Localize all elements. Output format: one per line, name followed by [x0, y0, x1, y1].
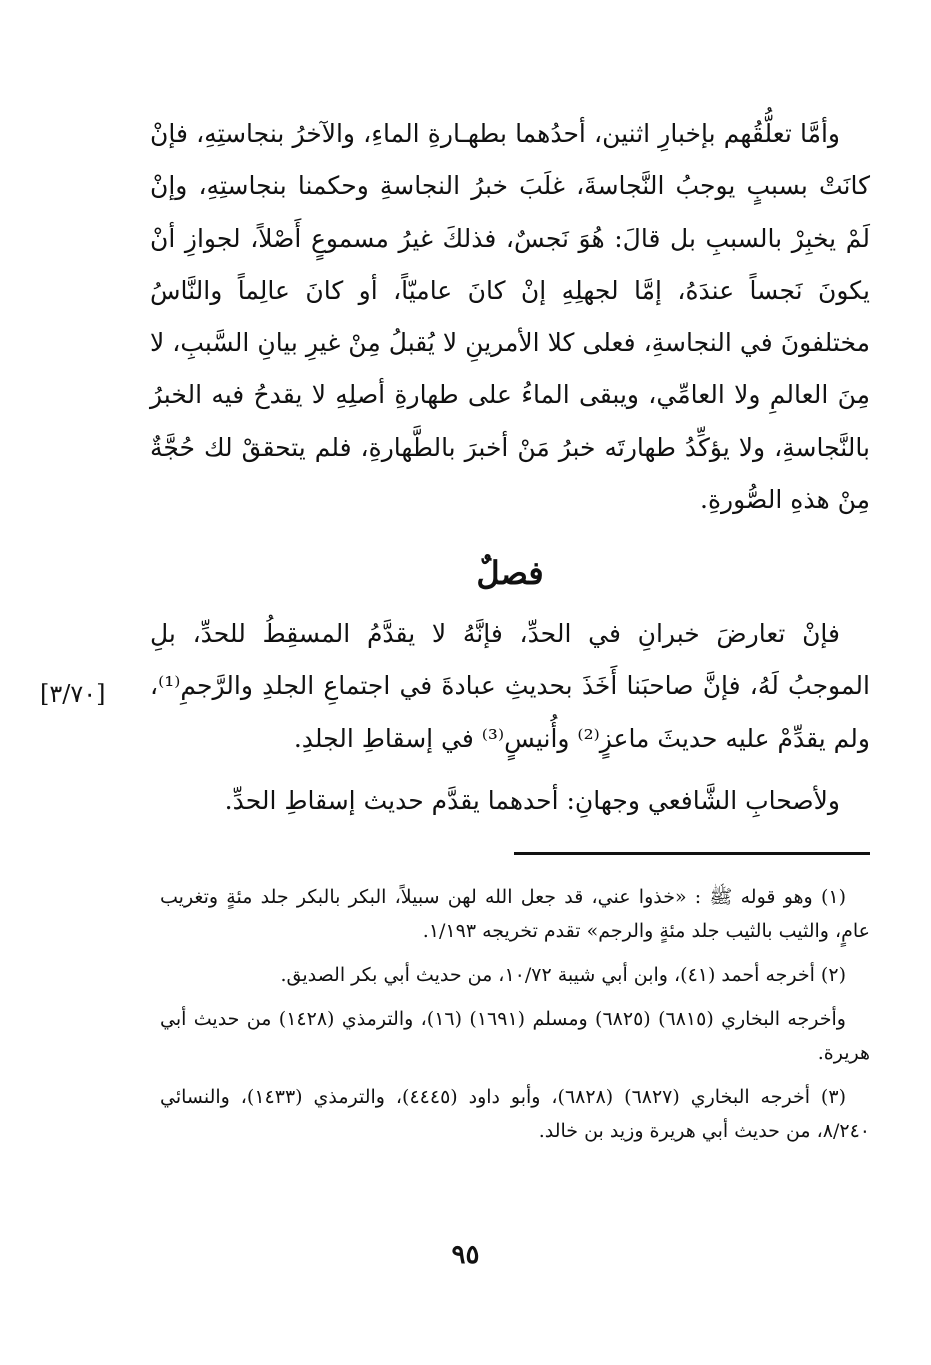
footnote: (١) وهو قوله ﷺ : «خذوا عني، قد جعل الله لهن سبيلاً، البكر بالبكر جلد مئةٍ وتغريب عامٍ، والثيب بالثيب جلد مئةٍ والرجم» تقدم تخريجه ١/١٩٣. [160, 886, 870, 942]
footnote: (٢) أخرجه أحمد (٤١)، وابن أبي شيبة ١٠/٧٢، من حديث أبي بكر الصديق. [280, 964, 846, 986]
body-paragraph: وأمَّا تعلُّقُهم بإخبارِ اثنين، أحدُهما بطهـارةِ الماءِ، والآخرُ بنجاستِهِ، فإنْ كانَتْ بسببٍ يوجبُ النَّجاسةَ، غلَبَ خبرُ النجاسةِ وحكمنا بنجاستِهِ، وإنْ لَمْ يخبِرْ بالسببِ بل قالَ: هُوَ نَجسٌ، فذلكَ غيرُ مسموعٍ أَصْلاً، لجوازِ أنْ يكونَ نَجساً عندَهُ، إمَّا لجهلِهِ إنْ كانَ عاميّاً، أو كانَ عالِماً والنَّاسُ مختلفونَ في النجاسةِ، فعلى كلا الأمرينِ لا يُقبلُ مِنْ غيرِ بيانِ السَّببِ، لا مِنَ العالمِ ولا العامِّي، ويبقى الماءُ على طهارةِ أصلِهِ لا يقدحُ فيه الخبرُ بالنَّجاسةِ، ولا يؤكِّدُ طهارتَه خبرُ مَنْ أخبرَ بالطَّهارةِ، فلم يتحققْ لك حُجَّةٌ مِنْ هذهِ الصُّورةِ. [150, 119, 870, 515]
footnote: وأخرجه البخاري (٦٨١٥) (٦٨٢٥) ومسلم (١٦٩١) (١٦)، والترمذي (١٤٢٨) من حديث أبي هريرة. [160, 1008, 870, 1064]
section-body-text [150, 608, 870, 827]
margin-page-reference: [٣/٧٠] [40, 680, 106, 708]
section-paragraph: فإنْ تعارضَ خبرانِ في الحدِّ، فإنَّهُ لا يقدَّمُ المسقِطُ للحدِّ، بلِ الموجبُ لَهُ، فإنَّ صاحبَنا أَخَذَ بحديثِ عبادةَ في اجتماعِ الجلدِ والرَّجمِ⁽¹⁾، ولم يقدِّمْ عليه حديثَ ماعزٍ⁽²⁾ وأُنيسٍ⁽³⁾ في إسقاطِ الجلدِ. [150, 619, 870, 753]
section-heading: فصلٌ [476, 554, 544, 592]
footnote-divider [514, 852, 870, 855]
footnotes [160, 880, 870, 1158]
footnote: (٣) أخرجه البخاري (٦٨٢٧) (٦٨٢٨)، وأبو داود (٤٤٤٥)، والترمذي (١٤٣٣)، والنسائي ٨/٢٤٠، من حديث أبي هريرة وزيد بن خالد. [160, 1086, 870, 1142]
section-paragraph: ولأصحابِ الشَّافعي وجهانِ: أحدهما يقدَّم حديث إسقاطِ الحدِّ. [224, 785, 840, 815]
page-number: ٩٥ [451, 1240, 480, 1270]
main-body-text [150, 108, 870, 526]
